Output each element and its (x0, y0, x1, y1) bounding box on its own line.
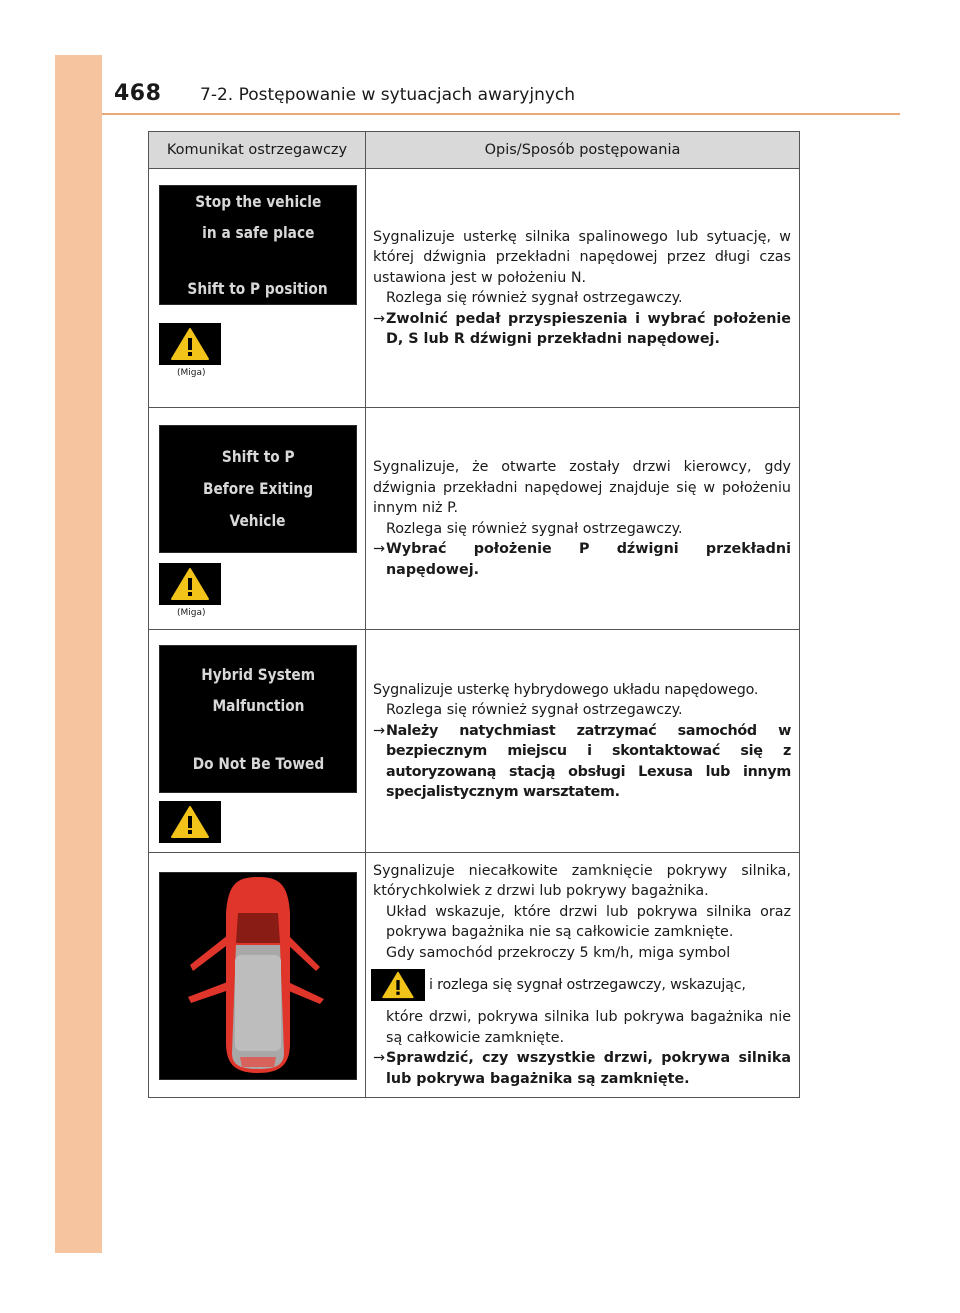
table-row (149, 630, 800, 853)
arrow-icon: → (373, 1050, 385, 1067)
action-text: Sprawdzić, czy wszystkie drzwi, pokrywa silnika lub pokrywa bagażnika są zamknięte. (386, 1050, 791, 1087)
symbol-text: i rozlega się sygnał ostrzegawczy, wskazując, (429, 977, 746, 994)
arrow-icon: → (373, 722, 385, 739)
description-cell (366, 408, 800, 630)
symbol-line (373, 969, 791, 1001)
warning-triangle-icon (159, 563, 221, 605)
table-row (149, 408, 800, 630)
action-text: Należy natychmiast zatrzymać samochód w bezpiecznym miejscu i skontaktować się z autoryzowaną stacją obsługi Lexusa lub innym specjalistycznym warsztatem. (386, 722, 791, 800)
description-cell (366, 630, 800, 853)
action-text: Wybrać położenie P dźwigni przekładni napędowej. (386, 541, 791, 578)
message-cell (149, 630, 366, 853)
warning-triangle-icon (159, 323, 221, 365)
table-row (149, 853, 800, 1098)
screen-line: Shift to P (221, 447, 295, 466)
description-indented: które drzwi, pokrywa silnika lub pokrywa bagażnika nie są całkowicie zamknięte. (386, 1009, 791, 1046)
action-text: Zwolnić pedał przyspieszenia i wybrać położenie D, S lub R dźwigni przekładni napędowej. (386, 310, 791, 347)
header-rule (102, 113, 900, 115)
screen-line: Vehicle (230, 511, 286, 530)
header-description: Opis/Sposób postępowania (366, 132, 800, 169)
warning-triangle-icon (159, 801, 221, 843)
action-item (373, 539, 791, 580)
header-message: Komunikat ostrzegawczy (149, 132, 366, 169)
page-number: 468 (114, 81, 162, 106)
message-cell (149, 408, 366, 630)
display-screen (159, 185, 357, 305)
description-text: Sygnalizuje usterkę hybrydowego układu napędowego. (373, 681, 759, 698)
screen-line: Malfunction (212, 696, 304, 715)
door-open-display (159, 872, 357, 1080)
action-item (373, 721, 791, 803)
description-text: Sygnalizuje niecałkowite zamknięcie pokrywy silnika, którychkolwiek z drzwi lub pokrywy bagażnika. (373, 862, 791, 900)
section-title: 7-2. Postępowanie w sytuacjach awaryjnych (200, 85, 576, 105)
table-row (149, 169, 800, 408)
blink-note: (Miga) (177, 368, 206, 378)
warning-table (148, 131, 800, 1098)
description-indented: Rozlega się również sygnał ostrzegawczy. (386, 520, 683, 537)
page-header (102, 55, 900, 114)
screen-line: Shift to P position (187, 279, 329, 298)
arrow-icon: → (373, 541, 385, 557)
message-cell (149, 169, 366, 408)
message-cell (149, 853, 366, 1098)
car-door-diagram-icon (160, 873, 356, 1079)
description-indented: Rozlega się również sygnał ostrzegawczy. (386, 290, 683, 306)
blink-note: (Miga) (177, 608, 206, 618)
arrow-icon: → (373, 310, 385, 327)
description-cell (366, 853, 800, 1098)
description-indented: Rozlega się również sygnał ostrzegawczy. (386, 702, 683, 718)
screen-line: Do Not Be Towed (192, 754, 324, 773)
display-screen (159, 425, 357, 553)
description-cell (366, 169, 800, 408)
screen-line: Hybrid System (201, 665, 315, 684)
description-indented: Układ wskazuje, które drzwi lub pokrywa silnika oraz pokrywa bagażnika nie są całkowicie zamknięte. (386, 903, 791, 941)
display-screen (159, 645, 357, 793)
action-item (373, 309, 791, 350)
screen-line: Before Exiting (202, 479, 314, 498)
table-header-row (149, 132, 800, 169)
side-band (55, 55, 102, 1253)
screen-line: in a safe place (201, 223, 315, 242)
warning-triangle-icon (371, 969, 425, 1001)
screen-line: Stop the vehicle (194, 192, 322, 211)
description-text: Sygnalizuje, że otwarte zostały drzwi kierowcy, gdy dźwignia przekładni napędowej znajduje się w położeniu innym niż P. (373, 459, 791, 516)
description-indented: Gdy samochód przekroczy 5 km/h, miga symbol (386, 944, 731, 961)
description-text: Sygnalizuje usterkę silnika spalinowego lub sytuację, w której dźwignia przekładni napędowej przez długi czas ustawiona jest w położeniu N. (373, 228, 791, 286)
action-item (373, 1048, 791, 1089)
